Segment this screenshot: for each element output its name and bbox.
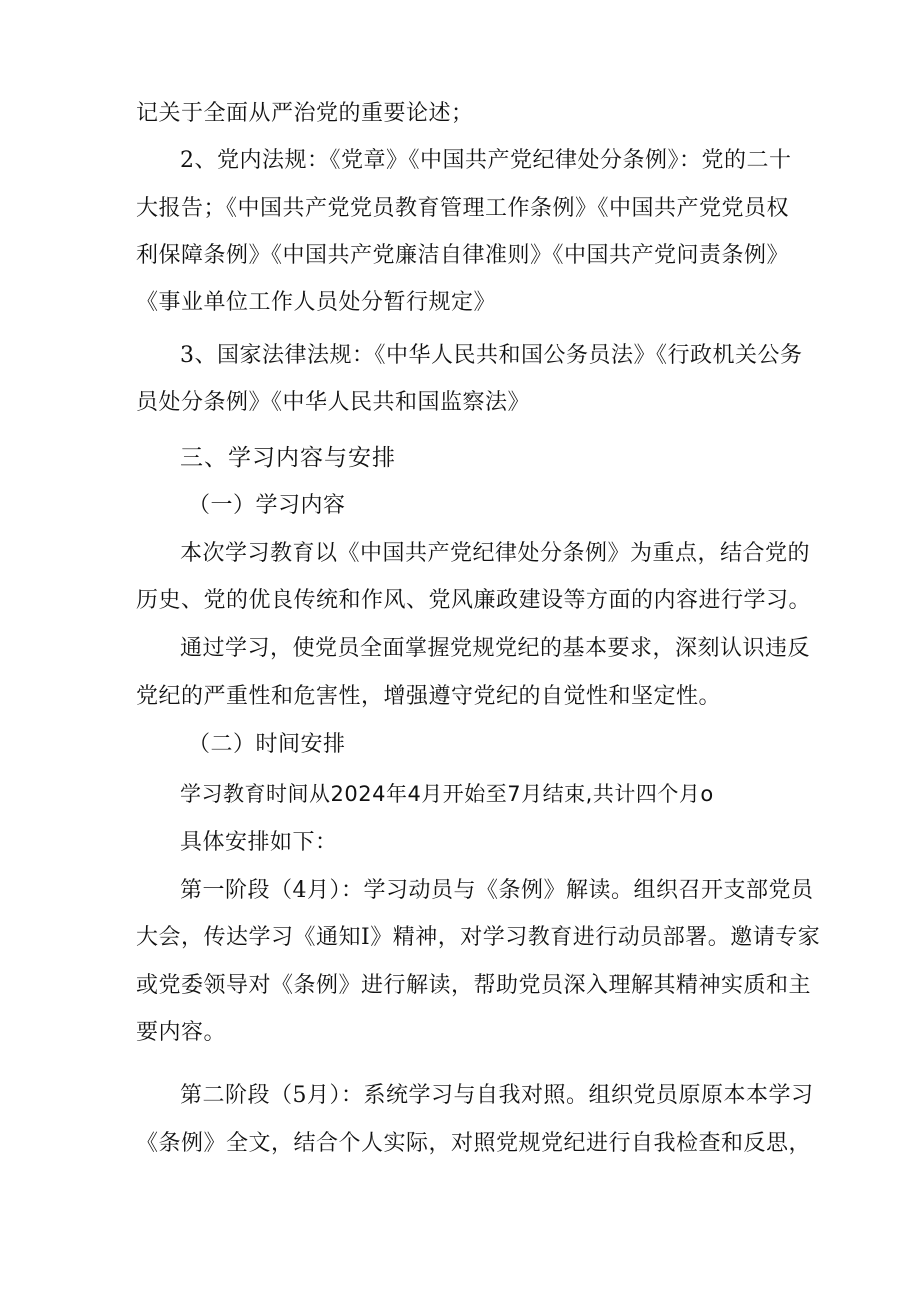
subsection-heading: （一）学习内容 [188,493,346,518]
body-line: 大报告；《中国共产党党员教育管理工作条例》《中国共产党党员权 [136,196,790,221]
body-line: 要内容。 [136,1020,227,1045]
body-line: 具体安排如下： [180,830,338,855]
body-line: 记关于全面从严治党的重要论述； [136,101,474,126]
body-line: 历史、党的优良传统和作风、党风廉政建设等方面的内容进行学习。 [136,588,812,613]
body-line: 党纪的严重性和危害性，增强遵守党纪的自觉性和坚定性。 [136,684,722,709]
body-line: 第一阶段（4月）：学习动员与《条例》解读。组织召开支部党员 [180,878,814,903]
body-line: 《条例》全文，结合个人实际，对照党规党纪进行自我检查和反思， [136,1131,812,1156]
body-line: 大会，传达学习《通知I》精神，对学习教育进行动员部署。邀请专家 [136,925,821,950]
body-line: 本次学习教育以《中国共产党纪律处分条例》为重点，结合党的 [180,541,811,566]
subsection-heading: （二）时间安排 [188,732,346,757]
body-line: 学习教育时间从2024年4月开始至7月结束,共计四个月o [180,782,714,806]
body-line: 员处分条例》《中华人民共和国监察法》 [136,390,531,415]
body-line: 第二阶段（5月）：系统学习与自我对照。组织党员原原本本学习 [180,1083,814,1108]
body-line: 《事业单位工作人员处分暂行规定》 [136,290,497,315]
body-line: 通过学习，使党员全面掌握党规党纪的基本要求，深刻认识违反 [180,636,811,661]
body-line: 3、国家法律法规：《中华人民共和国公务员法》《行政机关公务 [180,343,803,368]
body-line: 2、党内法规：《党章》《中国共产党纪律处分条例》：党的二十 [180,148,792,173]
body-line: 利保障条例》《中国共产党廉洁自律准则》《中国共产党问责条例》 [136,243,790,268]
body-line: 或党委领导对《条例》进行解读，帮助党员深入理解其精神实质和主 [136,973,812,998]
section-heading: 三、学习内容与安排 [180,445,396,471]
